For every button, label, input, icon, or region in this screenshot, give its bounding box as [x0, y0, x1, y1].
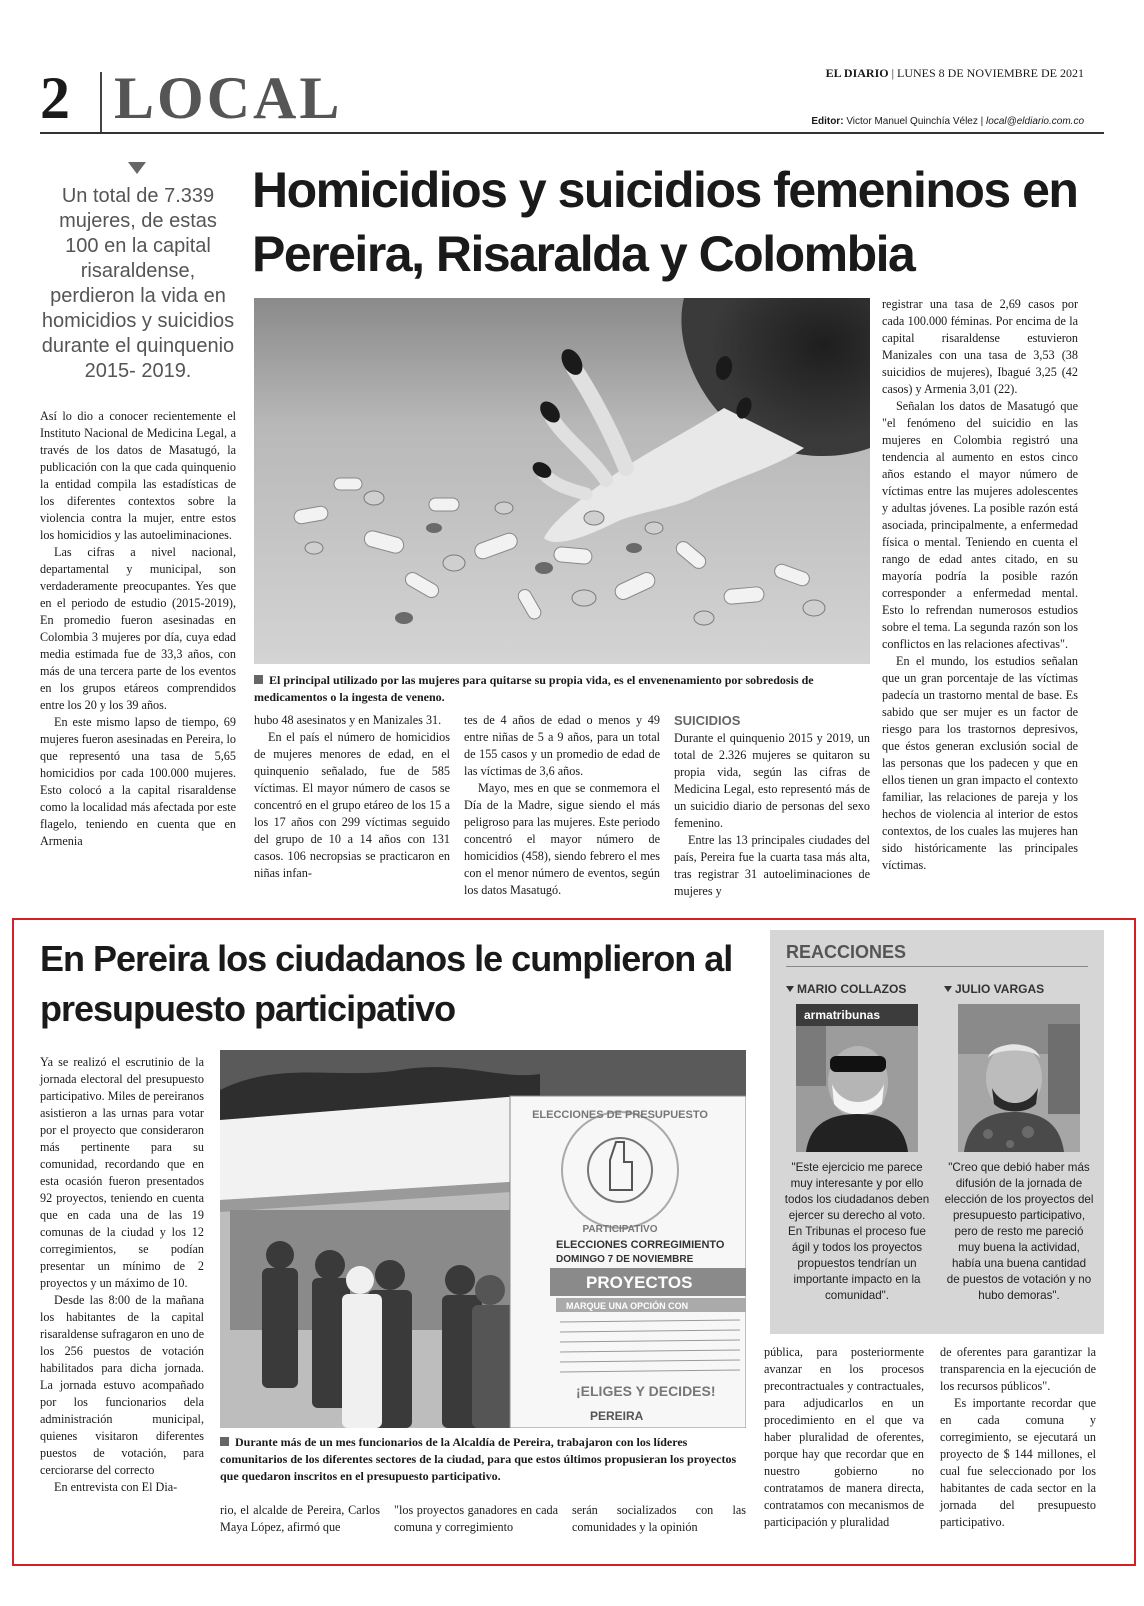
caption-square-icon — [220, 1437, 229, 1446]
page-number: 2 — [40, 65, 70, 131]
article1-photo — [254, 298, 870, 664]
caption-square-icon — [254, 675, 263, 684]
paragraph: registrar una tasa de 2,69 casos por cada 100.000 féminas. Por encima de la capital risaraldense estuvieron Manizales con una tasa de 3,53 (38 suicidios de mujeres), Ibagué 3,25 (42 casos) y Armenia 3,01 (22). — [882, 297, 1078, 396]
article1-caption-text: El principal utilizado por las mujeres para quitarse su propia vida, es el envenenamiento por sobredosis de medicamentos o la ingesta de veneno. — [254, 673, 814, 704]
sign-line-2: DOMINGO 7 DE NOVIEMBRE — [556, 1254, 694, 1265]
article2-column-2 — [220, 1502, 380, 1536]
paragraph: Entre las 13 principales ciudades del país, Pereira fue la cuarta tasa más alta, tras registrar 31 autoeliminaciones de mujeres y — [674, 833, 870, 898]
paragraph: En este mismo lapso de tiempo, 69 mujeres fueron asesinadas en Pereira, lo que representó una tasa de 5,65 homicidios por cada 100.000 mujeres. Esto colocó a la capital risaraldense como la localidad más afectada por este flagelo, teniendo en cuenta que en Armenia — [40, 715, 236, 848]
paragraph: Así lo dio a conocer recientemente el Instituto Nacional de Medicina Legal, a través de los datos de Masatugó, la publicación con la que cada quinquenio la entidad compila las estadísticas de los diferentes contextos sobre la violencia contra la mujer, entre estos los homicidios y las autoeliminaciones. — [40, 409, 236, 542]
editor-label: Editor: — [811, 116, 844, 127]
paragraph: En el país el número de homicidios de mujeres menores de edad, en el quinquenio señalado, fue de 585 víctimas. El mayor número de casos se concentró en el grupo etáreo de los 15 a los 17 años con 299 víctimas seguido del grupo de 10 a 14 años con 131 casos. 106 necropsias se practicaron en niñas infan- — [254, 730, 450, 880]
paragraph: Las cifras a nivel nacional, departamental y municipal, son verdaderamente preocupantes. Yes que en el periodo de estudio (2015-2019), En promedio fueron asesinadas en Colombia 3 mujeres por día, cuya edad media estimada fue de 33,3 años, con más de una tercera parte de los eventos en los grupos etáreos comprendidos entre los 20 y los 39 años. — [40, 545, 236, 712]
editor-credit — [811, 116, 1084, 127]
paragraph: Señalan los datos de Masatugó que "el fenómeno del suicidio en las mujeres en Colombia registró una tendencia al aumento en estos cinco años estando el mayor número de víctimas entre las mujeres adolescentes y adultas jóvenes. La posible razón está asociada, principalmente, a enfermedad física o mental. Teniendo en cuenta el rango de edad antes citado, en su mayoría podría la posible razón corresponder a enfermedad mental. Esto lo refrendan numerosos estudios sobre el tema. La segunda razón son los conflictos en las relaciones afectivas". — [882, 399, 1078, 651]
paragraph: Es importante recordar que en cada comuna y corregimiento, se ejecutará un proyecto de $ 144 millones, el cual fue seleccionado por los habitantes de cada sector en la jornada del presupuesto participativo. — [940, 1396, 1096, 1529]
reactions-rule — [786, 966, 1088, 967]
name-marker-icon — [944, 986, 952, 992]
article2-caption-text: Durante más de un mes funcionarios de la Alcaldía de Pereira, trabajaron con los líderes comunitarios de los diferentes sectores de la ciudad, para que estos últimos propusieran los proyectos que quedaron inscritos en el presupuesto participativo. — [220, 1435, 737, 1483]
article2-column-5 — [764, 1344, 924, 1531]
portrait-mario-collazos — [796, 1004, 918, 1152]
sign-arc-top: ELECCIONES DE PRESUPUESTO — [532, 1109, 708, 1121]
portrait-image — [958, 1004, 1080, 1152]
reaction-name-1: MARIO COLLAZOS — [786, 982, 906, 996]
summary-marker-icon — [128, 162, 146, 174]
paragraph: En entrevista con El Dia- — [54, 1480, 178, 1494]
paragraph: Mayo, mes en que se conmemora el Día de la Madre, sigue siendo el más peligroso para las mujeres. Este periodo concentró el mayor número de homicidios (458), siendo febrero el mes con el menor número de eventos, según los datos Masatugó. — [464, 781, 660, 897]
paragraph: serán socializados con las comunidades y la opinión — [572, 1503, 746, 1534]
voting-station-image — [220, 1050, 746, 1428]
paragraph: Ya se realizó el escrutinio de la jornada electoral del presupuesto participativo. Miles de pereiranos asistieron a las urnas para votar por el proyecto que consideraron más pertinente para su comunidad, recordando que en esta ocasión fueron presentados 92 proyectos, teniendo en cuenta que en cada una de las 19 comunas de la ciudad y los 12 corregimientos, se podían presentar un mínimo de 2 proyectos y un máximo de 10. — [40, 1055, 204, 1290]
article1-column-4 — [674, 712, 870, 900]
paragraph: "los proyectos ganadores en cada comuna y corregimiento — [394, 1503, 558, 1534]
masthead-divider — [100, 72, 102, 132]
paragraph: pública, para posteriormente avanzar en los procesos precontractuales y contractuales, para adjudicarlos en un procedimiento en el que va haber pluralidad de oferentes, porque hay que recordar que en nuestro gobierno no contratamos de manera directa, contratamos con mecanismos de participación y pluralidad — [764, 1345, 924, 1529]
reaction-quote-1: "Este ejercicio me parece muy interesante y por ello todos los ciudadanos deben ejercer su derecho al voto. En Tribunas el proceso fue ágil y todos los proyectos propuestos tendrían un importante impacto en la comunidad". — [784, 1161, 930, 1302]
paragraph: En el mundo, los estudios señalan que un gran porcentaje de las víctimas padecía un trastorno mental de base. Es sabido que ser mujer es un factor de riesgo para los trastornos depresivos, que éstos generan exclusión social de las personas que los padecen y que en ellos tienen un gran impacto el contexto familiar, las relaciones de pareja y los hechos de violencia al interior de estos contextos, de los cuales las mujeres han sido históricamente las principales víctimas. — [882, 654, 1078, 872]
article1-column-5 — [882, 296, 1078, 874]
article2-column-3 — [394, 1502, 558, 1536]
article1-photo-caption — [254, 672, 870, 706]
editor-name: Victor Manuel Quinchía Vélez | — [846, 116, 984, 127]
reactions-title: REACCIONES — [786, 942, 907, 962]
article2-column-1 — [40, 1054, 204, 1496]
dateline — [826, 66, 1084, 81]
sign-arc-bottom: PARTICIPATIVO — [582, 1224, 658, 1235]
paragraph: tes de 4 años de edad o menos y 49 entre niñas de 5 a 9 años, para un total de 155 casos y un promedio de edad de las víctimas de 3,6 años. — [464, 713, 660, 778]
article1-headline: Homicidios y suicidios femeninos en Pereira, Risaralda y Colombia — [252, 162, 1078, 282]
name-marker-icon — [786, 986, 794, 992]
reaction-name-2: JULIO VARGAS — [944, 982, 1044, 996]
sign-line-1: ELECCIONES CORREGIMIENTO — [556, 1239, 725, 1251]
article2-photo — [220, 1050, 746, 1428]
sign-band-2: MARQUE UNA OPCIÓN CON — [566, 1301, 689, 1311]
paragraph: de oferentes para garantizar la transparencia en la ejecución de los recursos públicos". — [940, 1345, 1096, 1393]
paragraph: Durante el quinquenio 2015 y 2019, un total de 2.326 mujeres se quitaron su propia vida, según las cifras de Medicina Legal, esto representó más de un suicidio diario de personas del sexo femenino. — [674, 731, 870, 830]
article2-column-4 — [572, 1502, 746, 1536]
editor-email: local@eldiario.com.co — [986, 116, 1084, 127]
sign-logo: PEREIRA — [590, 1409, 644, 1423]
portrait-image — [796, 1004, 918, 1152]
pills-hand-image — [254, 298, 870, 664]
sign-slogan: ¡ELIGES Y DECIDES! — [576, 1383, 716, 1399]
suicidios-subhead: SUICIDIOS — [674, 713, 741, 728]
article1-column-2 — [254, 712, 450, 882]
article1-summary: Un total de 7.339 mujeres, de estas 100 en la capital risaraldense, perdieron la vida en homicidios y suicidios durante el quinquenio 2015- 2019. — [41, 185, 235, 382]
paper-name: EL DIARIO — [825, 66, 889, 80]
sign-band: PROYECTOS — [586, 1273, 693, 1292]
article2-photo-caption — [220, 1434, 746, 1485]
article1-column-3 — [464, 712, 660, 899]
portrait-julio-vargas — [958, 1004, 1080, 1152]
paragraph: Desde las 8:00 de la mañana los habitantes de la capital risaraldense sufragaron en uno de los 256 puestos de votación habilitados para dicha jornada. La jornada estuvo acompañado por los funcionarios dela administración municipal, quienes visitaron diferentes puestos de votación, para cerciorarse del correcto — [40, 1293, 204, 1477]
paragraph: hubo 48 asesinatos y en Manizales 31. — [254, 713, 442, 727]
paragraph: rio, el alcalde de Pereira, Carlos Maya López, afirmó que — [220, 1503, 380, 1534]
article2-headline: En Pereira los ciudadanos le cumplieron al presupuesto participativo — [40, 938, 733, 1029]
article2-column-6 — [940, 1344, 1096, 1531]
issue-date: | LUNES 8 DE NOVIEMBRE DE 2021 — [891, 66, 1084, 80]
section-title: LOCAL — [114, 65, 343, 131]
portrait-sign: armatribunas — [804, 1008, 881, 1022]
article1-column-1 — [40, 408, 236, 850]
masthead-rule — [40, 132, 1104, 134]
reaction-quote-2: "Creo que debió haber más difusión de la jornada de elección de los proyectos del presupuesto participativo, pero de resto me pareció muy buena la actividad, había una buena cantidad de puestos de votación y no hubo demoras". — [944, 1161, 1094, 1302]
